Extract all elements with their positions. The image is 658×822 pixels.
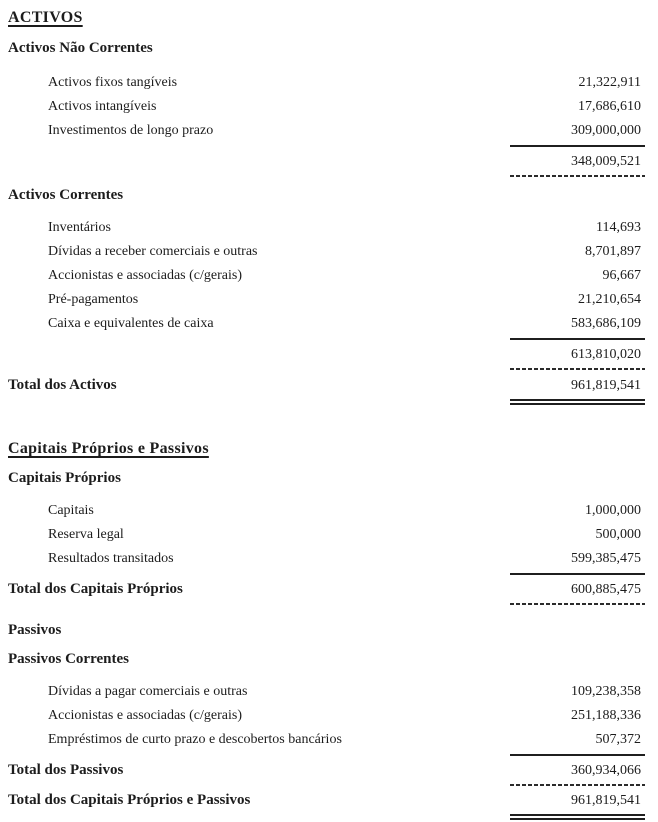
total-liabilities-row (8, 758, 645, 783)
subtotal-row (8, 343, 645, 367)
line-item-value: 21,322,911 (578, 75, 641, 90)
subtotal-rule-dashed (510, 784, 645, 786)
total-assets-label: Total dos Activos (8, 377, 117, 393)
total-assets-value: 961,819,541 (571, 378, 641, 393)
line-item-row (8, 71, 645, 95)
line-item-row (8, 680, 645, 704)
heading-liabilities: Passivos (8, 622, 62, 638)
line-item-row (8, 288, 645, 312)
line-item-value: 309,000,000 (571, 123, 641, 138)
total-equity-label: Total dos Capitais Próprios (8, 581, 183, 597)
line-item-row (8, 119, 645, 143)
section-header-assets: ACTIVOS (8, 9, 83, 26)
sum-rule-solid (510, 754, 645, 756)
line-item-label: Dívidas a receber comerciais e outras (48, 244, 258, 259)
line-item-row (8, 216, 645, 240)
line-item-label: Resultados transitados (48, 551, 174, 566)
heading-current-liabilities: Passivos Correntes (8, 651, 129, 667)
line-item-value: 599,385,475 (571, 551, 641, 566)
total-liabilities-value: 360,934,066 (571, 763, 641, 778)
line-item-label: Activos fixos tangíveis (48, 75, 178, 90)
grand-total-value: 961,819,541 (571, 793, 641, 808)
current-liabilities-items (8, 680, 645, 752)
line-item-value: 500,000 (595, 527, 641, 542)
line-item-label: Investimentos de longo prazo (48, 123, 214, 138)
line-item-value: 114,693 (596, 220, 641, 235)
line-item-label: Caixa e equivalentes de caixa (48, 316, 214, 331)
line-item-label: Pré-pagamentos (48, 292, 139, 307)
total-assets-row (8, 373, 645, 398)
line-item-row (8, 547, 645, 571)
subtotal-rule-dashed (510, 175, 645, 177)
line-item-value: 8,701,897 (585, 244, 641, 259)
line-item-value: 251,188,336 (571, 708, 641, 723)
grand-total-row (8, 788, 645, 813)
grand-total-rule-double (510, 399, 645, 405)
subtotal-rule-dashed (510, 368, 645, 370)
sum-rule-solid (510, 338, 645, 340)
heading-current-assets: Activos Correntes (8, 187, 124, 203)
sum-rule-solid (510, 145, 645, 147)
line-item-label: Dívidas a pagar comerciais e outras (48, 684, 248, 699)
line-item-row (8, 240, 645, 264)
subtotal-value: 613,810,020 (571, 347, 641, 362)
subtotal-rule-dashed (510, 603, 645, 605)
heading-non-current-assets: Activos Não Correntes (8, 40, 153, 56)
line-item-value: 507,372 (595, 732, 641, 747)
grand-total-label: Total dos Capitais Próprios e Passivos (8, 792, 251, 808)
line-item-label: Reserva legal (48, 527, 124, 542)
current-assets-items (8, 216, 645, 336)
line-item-label: Capitais (48, 503, 94, 518)
sum-rule-solid (510, 573, 645, 575)
line-item-value: 1,000,000 (585, 503, 641, 518)
line-item-label: Inventários (48, 220, 111, 235)
line-item-value: 96,667 (602, 268, 641, 283)
line-item-value: 17,686,610 (578, 99, 641, 114)
equity-items (8, 499, 645, 571)
line-item-label: Empréstimos de curto prazo e descobertos bancários (48, 732, 342, 747)
line-item-value: 583,686,109 (571, 316, 641, 331)
non-current-assets-items (8, 71, 645, 143)
line-item-row (8, 499, 645, 523)
total-equity-value: 600,885,475 (571, 582, 641, 597)
line-item-row (8, 264, 645, 288)
line-item-row (8, 523, 645, 547)
line-item-row (8, 312, 645, 336)
line-item-value: 21,210,654 (578, 292, 641, 307)
section-header-equity-liabilities: Capitais Próprios e Passivos (8, 440, 209, 457)
total-equity-row (8, 577, 645, 602)
subtotal-value: 348,009,521 (571, 154, 641, 169)
line-item-row (8, 728, 645, 752)
total-liabilities-label: Total dos Passivos (8, 762, 124, 778)
heading-equity: Capitais Próprios (8, 470, 121, 486)
line-item-label: Activos intangíveis (48, 99, 157, 114)
line-item-value: 109,238,358 (571, 684, 641, 699)
line-item-label: Accionistas e associadas (c/gerais) (48, 708, 242, 723)
grand-total-rule-double (510, 814, 645, 820)
line-item-row (8, 95, 645, 119)
subtotal-row (8, 150, 645, 174)
line-item-label: Accionistas e associadas (c/gerais) (48, 268, 242, 283)
line-item-row (8, 704, 645, 728)
